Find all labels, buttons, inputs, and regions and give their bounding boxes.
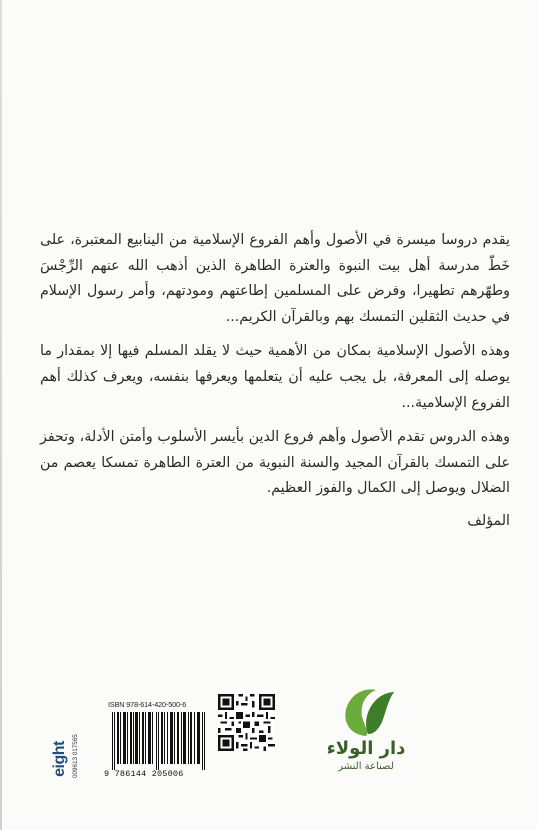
qr-code — [218, 694, 275, 751]
barcode-bars — [104, 712, 214, 770]
isbn-label: ISBN 978-614-420-500-6 — [108, 700, 187, 709]
blurb-paragraph-1: يقدم دروسا ميسرة في الأصول وأهم الفروع الإسلامية من الينابيع المعتبرة، على خَطّ مدرسة أهل بيت النبوة والعترة الطاهرة الذين أذهب الله عنهم الرِّجْسَ وطهّرهم تطهيرا، وفرض على المسلمين إطاعتهم ومودتهم، وأمر رسول الإسلام في حديث الثقلين التمسك بهم وبالقرآن الكريم... — [40, 232, 510, 325]
isbn-digits: 9 786144 205006 — [104, 769, 184, 779]
publisher-logo-block — [318, 686, 414, 776]
publisher-leaf-icon — [336, 686, 396, 738]
imprint-brand: eight — [50, 741, 68, 777]
publisher-name: دار الولاء — [326, 738, 406, 759]
isbn-barcode — [104, 700, 214, 778]
author-signature: المؤلف — [467, 512, 510, 529]
blurb-paragraph-2: وهذه الأصول الإسلامية بمكان من الأهمية حيث لا يقلد المسلم فيها إلا بمقدار ما يوصله إلى المعرفة، بل يجب عليه أن يتعلمها ويعرفها بنفسه، ويعرف كذلك أهم الفروع الإسلامية... — [40, 343, 510, 411]
imprint-side-code: 009613 017565 — [72, 734, 79, 778]
blurb-paragraph-3: وهذه الدروس تقدم الأصول وأهم فروع الدين بأيسر الأسلوب وأمتن الأدلة، وتحفز على التمسك بالقرآن المجيد والسنة النبوية من العترة الطاهرة تمسكا يعصم من الضلال ويوصل إلى الكمال والفوز العظيم. — [40, 429, 510, 497]
back-cover-blurb — [40, 228, 510, 544]
publisher-subtitle: لصناعة النشر — [338, 761, 394, 772]
page-edge — [0, 0, 2, 830]
